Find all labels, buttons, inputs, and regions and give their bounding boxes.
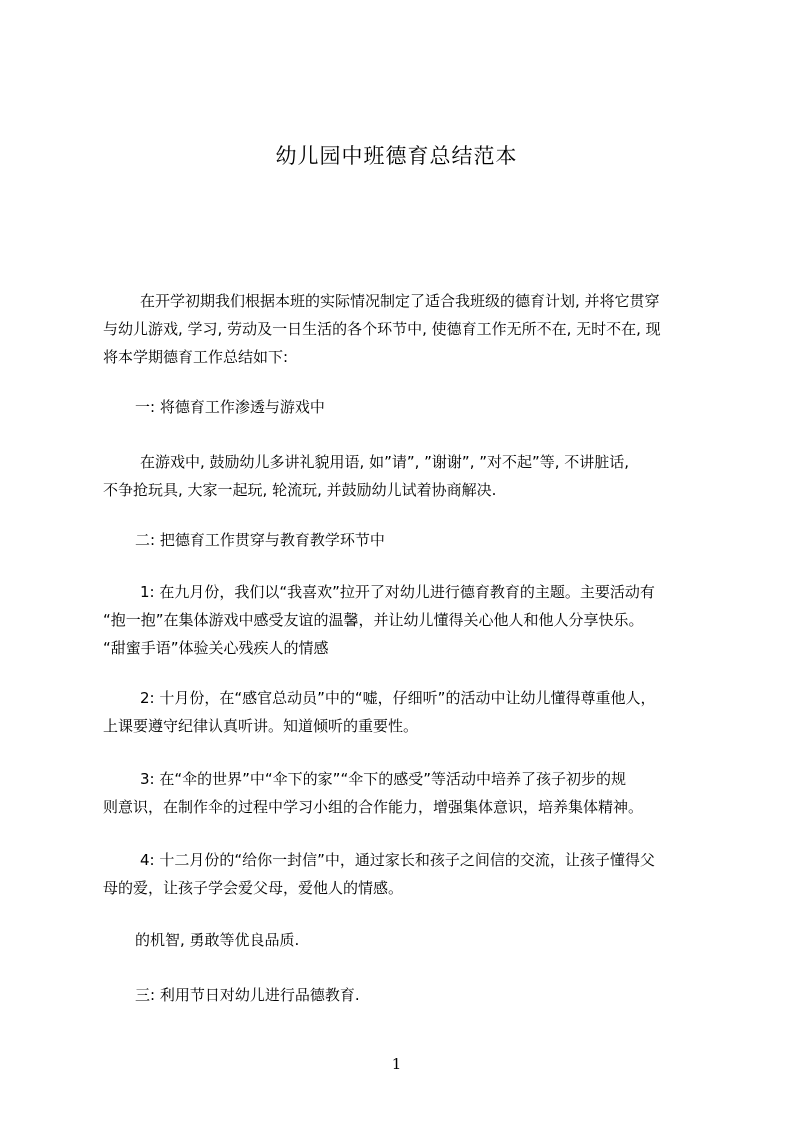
text-line: 1: 在九月份，我们以“我喜欢”拉开了对幼儿进行德育教育的主题。主要活动有 (140, 583, 655, 601)
text-line: 与幼儿游戏, 学习, 劳动及一日生活的各个环节中, 使德育工作无所不在, 无时不在, 现 (103, 320, 661, 338)
item2-paragraph (103, 684, 703, 740)
text-line: 在开学初期我们根据本班的实际情况制定了适合我班级的德育计划, 并将它贯穿 (140, 292, 660, 310)
intro-paragraph (103, 287, 703, 371)
text-line: “抱一抱”在集体游戏中感受友谊的温馨，并让幼儿懂得关心他人和他人分享快乐。 (103, 611, 644, 629)
text-line: 则意识，在制作伞的过程中学习小组的合作能力，增强集体意识，培养集体精神。 (103, 798, 644, 816)
text-line: 将本学期德育工作总结如下: (103, 348, 289, 366)
item4-paragraph (103, 846, 703, 902)
item3-paragraph (103, 765, 703, 821)
text-line: “甜蜜手语”体验关心残疾人的情感 (103, 639, 329, 657)
page-number: 1 (391, 1055, 402, 1073)
text-line: 3: 在“伞的世界”中“伞下的家”“伞下的感受”等活动中培养了孩子初步的规 (140, 770, 626, 788)
text-line: 三: 利用节日对幼儿进行品德教育. (135, 986, 360, 1004)
document-title: 幼儿园中班德育总结范本 (275, 144, 518, 168)
text-line: 二: 把德育工作贯穿与教育教学环节中 (135, 531, 385, 549)
section-heading-2 (103, 526, 703, 554)
text-line: 在游戏中, 鼓励幼儿多讲礼貌用语, 如”请”, ”谢谢”, ”对不起”等, 不讲脏话, (140, 453, 630, 471)
text-line: 的机智, 勇敢等优良品质. (135, 931, 300, 949)
fragment-paragraph (103, 926, 703, 954)
text-line: 上课要遵守纪律认真听讲。知道倾听的重要性。 (103, 717, 419, 735)
text-line: 不争抢玩具, 大家一起玩, 轮流玩, 并鼓励幼儿试着协商解决. (103, 481, 497, 499)
section-heading-3 (103, 981, 703, 1009)
section-heading-1 (103, 393, 703, 421)
text-line: 一: 将德育工作渗透与游戏中 (135, 398, 325, 416)
text-line: 4: 十二月份的“给你一封信”中，通过家长和孩子之间信的交流，让孩子懂得父 (140, 851, 655, 869)
text-line: 母的爱，让孩子学会爱父母，爱他人的情感。 (103, 879, 404, 897)
item1-paragraph (103, 578, 703, 662)
section1-paragraph (103, 448, 703, 504)
text-line: 2: 十月份，在“感官总动员”中的“嘘，仔细听”的活动中让幼儿懂得尊重他人， (140, 689, 656, 707)
